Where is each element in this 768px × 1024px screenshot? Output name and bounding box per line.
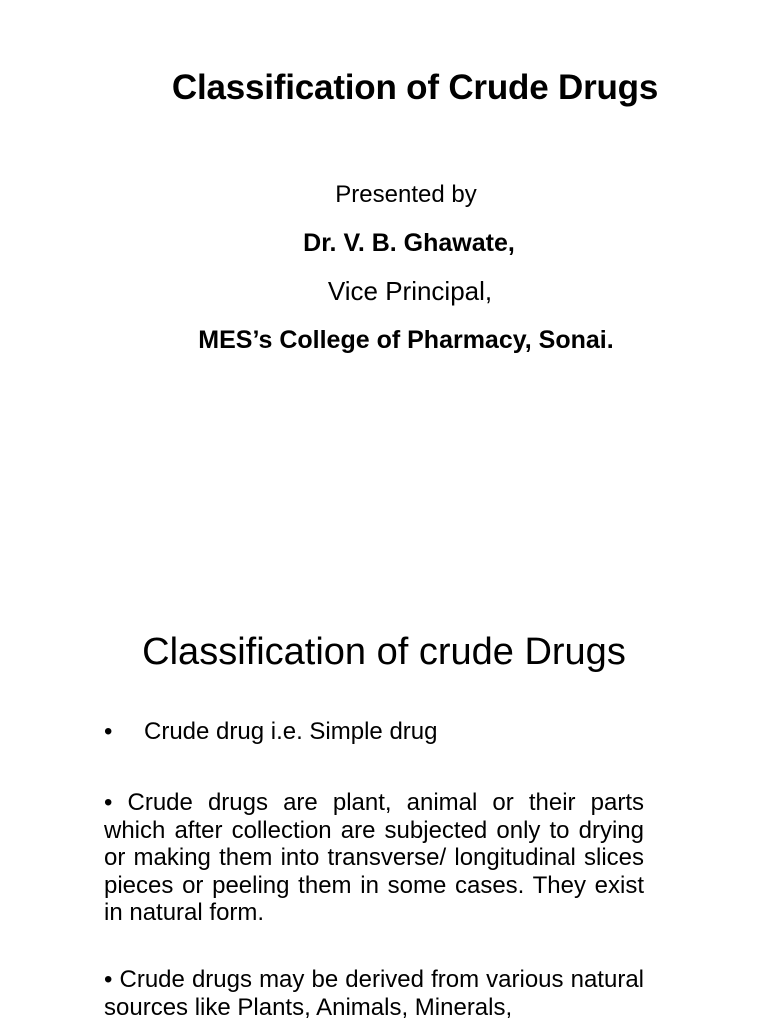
slide-2-title: Classification of crude Drugs <box>142 631 626 673</box>
slide-2 <box>0 512 768 1024</box>
paragraph-crude-drugs-definition: • Crude drugs are plant, animal or their parts which after collection are subjected only to drying or making them into transverse/ longitudinal slices pieces or peeling them in some cases. They exist in natural form. <box>104 789 644 926</box>
bullet-marker: • <box>104 718 113 745</box>
institution-name: MES’s College of Pharmacy, Sonai. <box>198 326 614 354</box>
author-role: Vice Principal, <box>327 276 493 306</box>
slide-1-title: Classification of Crude Drugs <box>171 68 659 107</box>
author-name: Dr. V. B. Ghawate, <box>303 229 515 257</box>
presented-by-label: Presented by <box>335 181 477 208</box>
bullet-text: Crude drug i.e. Simple drug <box>144 718 438 745</box>
bullet-item <box>104 717 437 747</box>
paragraph-crude-drugs-sources: • Crude drugs may be derived from various natural sources like Plants, Animals, Minerals, <box>104 966 644 1021</box>
